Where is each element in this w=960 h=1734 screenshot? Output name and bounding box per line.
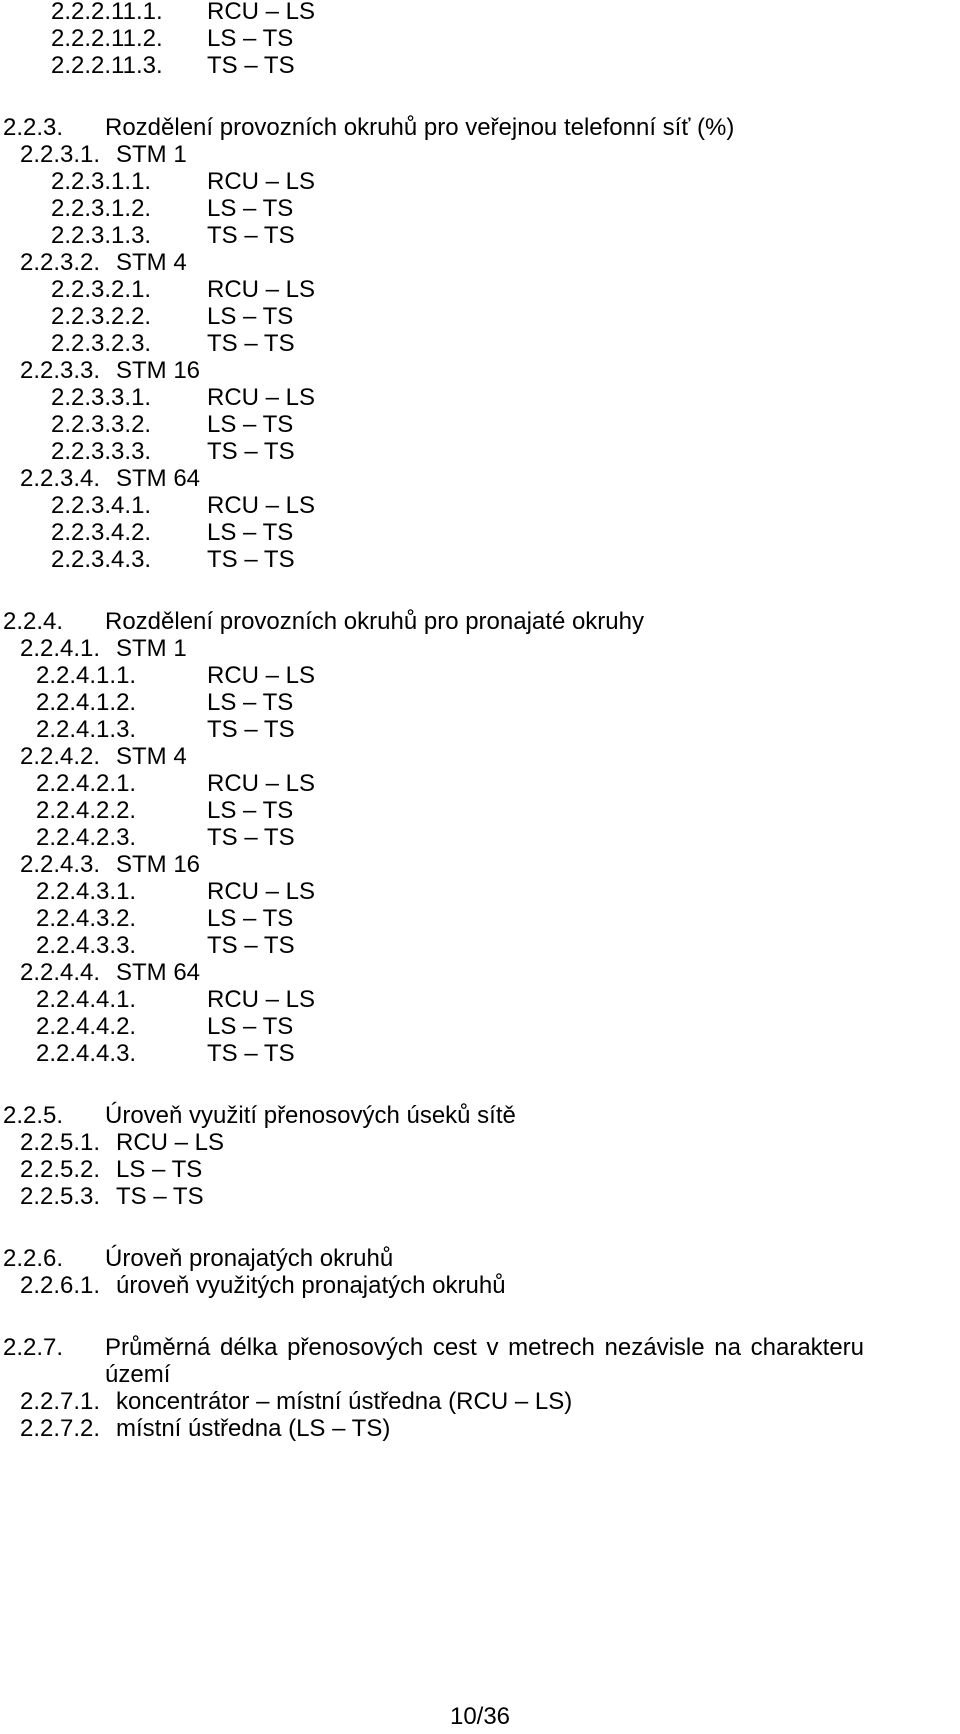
- outline-number: 2.2.3.3.3.: [51, 438, 152, 465]
- section-heading: [3, 1244, 960, 1274]
- outline-text: TS – TS: [207, 52, 295, 79]
- outline-number: 2.2.2.11.1.: [51, 0, 163, 25]
- outline-item: [36, 877, 960, 907]
- outline-text: RCU – LS: [207, 986, 316, 1013]
- outline-item: [36, 688, 960, 718]
- outline-item: [36, 1039, 960, 1069]
- outline-text: STM 16: [116, 357, 201, 384]
- outline-text: TS – TS: [207, 824, 295, 851]
- section-heading: [3, 1333, 960, 1363]
- outline-number: 2.2.4.1.: [20, 635, 101, 662]
- outline-number: 2.2.5.3.: [20, 1183, 101, 1210]
- outline-item: [20, 1155, 960, 1185]
- outline-text: TS – TS: [116, 1183, 204, 1210]
- outline-number: 2.2.7.2.: [20, 1415, 101, 1442]
- outline-number: 2.2.6.1.: [20, 1272, 101, 1299]
- outline-text: RCU – LS: [116, 1129, 225, 1156]
- outline-text: koncentrátor – místní ústředna (RCU – LS): [116, 1388, 573, 1415]
- outline-text: STM 64: [116, 959, 201, 986]
- outline-number: 2.2.3.4.2.: [51, 519, 152, 546]
- outline-number: 2.2.3.3.: [20, 357, 101, 384]
- outline-item: [36, 931, 960, 961]
- outline-item: [20, 634, 960, 664]
- outline-item: [51, 329, 960, 359]
- outline-item: [36, 985, 960, 1015]
- outline-item: [36, 769, 960, 799]
- outline-text: LS – TS: [207, 797, 294, 824]
- outline-text: RCU – LS: [207, 168, 316, 195]
- outline-number: 2.2.4.: [3, 608, 64, 635]
- outline-text: RCU – LS: [207, 662, 316, 689]
- outline-text: území: [105, 1361, 171, 1388]
- outline-number: 2.2.7.1.: [20, 1388, 101, 1415]
- outline-number: 2.2.3.1.3.: [51, 222, 152, 249]
- outline-item: [36, 823, 960, 853]
- outline-text: STM 4: [116, 743, 187, 770]
- outline-text: RCU – LS: [207, 0, 316, 25]
- outline-item: [51, 545, 960, 575]
- outline-text: RCU – LS: [207, 492, 316, 519]
- outline-item: [36, 1012, 960, 1042]
- outline-item: [51, 167, 960, 197]
- outline-text: TS – TS: [207, 1040, 295, 1067]
- outline-text: Rozdělení provozních okruhů pro veřejnou telefonní síť (%): [105, 114, 735, 141]
- outline-item: [20, 850, 960, 880]
- outline-number: 2.2.7.: [3, 1334, 64, 1361]
- outline-number: 2.2.4.1.3.: [36, 716, 137, 743]
- outline-item: [20, 1414, 960, 1444]
- outline-item: [20, 1128, 960, 1158]
- outline-number: 2.2.4.3.3.: [36, 932, 137, 959]
- outline-number: 2.2.2.11.2.: [51, 25, 163, 52]
- outline-number: 2.2.4.4.2.: [36, 1013, 137, 1040]
- outline-number: 2.2.6.: [3, 1245, 64, 1272]
- outline-number: 2.2.3.3.1.: [51, 384, 152, 411]
- outline-number: 2.2.3.1.2.: [51, 195, 152, 222]
- outline-text: Průměrná délka přenosových cest v metrech nezávisle na charakteru: [105, 1334, 865, 1361]
- outline-item: [36, 904, 960, 934]
- outline-item: [51, 383, 960, 413]
- outline-number: 2.2.4.1.2.: [36, 689, 137, 716]
- outline-text: TS – TS: [207, 222, 295, 249]
- outline-item: [51, 51, 960, 81]
- outline-number: 2.2.3.4.3.: [51, 546, 152, 573]
- outline-item: [20, 1182, 960, 1212]
- outline-item: [51, 221, 960, 251]
- outline-text: STM 4: [116, 249, 187, 276]
- outline-number: 2.2.3.: [3, 114, 64, 141]
- outline-item: [51, 302, 960, 332]
- section-heading: [3, 113, 960, 143]
- outline-number: 2.2.4.2.1.: [36, 770, 137, 797]
- outline-text: úroveň využitých pronajatých okruhů: [116, 1272, 506, 1299]
- outline-number: 2.2.5.2.: [20, 1156, 101, 1183]
- outline-item: [51, 491, 960, 521]
- outline-number: 2.2.4.2.2.: [36, 797, 137, 824]
- outline-text: LS – TS: [207, 411, 294, 438]
- outline-text: RCU – LS: [207, 878, 316, 905]
- outline-text: místní ústředna (LS – TS): [116, 1415, 391, 1442]
- outline-text: TS – TS: [207, 932, 295, 959]
- outline-item: [51, 518, 960, 548]
- outline-number: 2.2.3.2.: [20, 249, 101, 276]
- outline-text: TS – TS: [207, 546, 295, 573]
- outline-number: 2.2.3.1.: [20, 141, 101, 168]
- outline-number: 2.2.5.1.: [20, 1129, 101, 1156]
- outline-item: [20, 958, 960, 988]
- outline-item: [20, 1387, 960, 1417]
- outline-item: [20, 1271, 960, 1301]
- outline-text: LS – TS: [207, 905, 294, 932]
- outline-text: LS – TS: [207, 1013, 294, 1040]
- outline-item: [3, 1360, 960, 1390]
- outline-number: 2.2.4.4.: [20, 959, 101, 986]
- outline-item: [20, 140, 960, 170]
- outline-text: TS – TS: [207, 716, 295, 743]
- outline-number: 2.2.3.4.1.: [51, 492, 152, 519]
- outline-item: [36, 796, 960, 826]
- outline-number: 2.2.2.11.3.: [51, 52, 163, 79]
- outline-text: STM 64: [116, 465, 201, 492]
- page-number: 10/36: [449, 1703, 511, 1730]
- outline-text: Úroveň pronajatých okruhů: [105, 1245, 394, 1272]
- outline-number: 2.2.4.4.3.: [36, 1040, 137, 1067]
- outline-text: RCU – LS: [207, 770, 316, 797]
- outline-item: [51, 410, 960, 440]
- outline-item: [20, 742, 960, 772]
- outline-text: Úroveň využití přenosových úseků sítě: [105, 1102, 516, 1129]
- outline-text: STM 16: [116, 851, 201, 878]
- outline-text: RCU – LS: [207, 276, 316, 303]
- outline-text: LS – TS: [116, 1156, 203, 1183]
- outline-text: LS – TS: [207, 689, 294, 716]
- outline-text: STM 1: [116, 635, 187, 662]
- outline-number: 2.2.3.3.2.: [51, 411, 152, 438]
- outline-number: 2.2.5.: [3, 1102, 64, 1129]
- outline-item: [51, 275, 960, 305]
- outline-item: [51, 437, 960, 467]
- outline-item: [36, 715, 960, 745]
- outline-number: 2.2.3.2.2.: [51, 303, 152, 330]
- outline-text: Rozdělení provozních okruhů pro pronajaté okruhy: [105, 608, 644, 635]
- outline-text: LS – TS: [207, 519, 294, 546]
- outline-text: LS – TS: [207, 303, 294, 330]
- outline-item: [20, 464, 960, 494]
- outline-number: 2.2.4.4.1.: [36, 986, 137, 1013]
- outline-text: TS – TS: [207, 438, 295, 465]
- outline-text: LS – TS: [207, 25, 294, 52]
- outline-number: 2.2.4.3.2.: [36, 905, 137, 932]
- section-heading: [3, 1101, 960, 1131]
- outline-text: STM 1: [116, 141, 187, 168]
- outline-number: 2.2.3.1.1.: [51, 168, 152, 195]
- outline-number: 2.2.3.4.: [20, 465, 101, 492]
- outline-text: TS – TS: [207, 330, 295, 357]
- outline-number: 2.2.4.2.3.: [36, 824, 137, 851]
- outline-item: [51, 194, 960, 224]
- outline-item: [20, 248, 960, 278]
- outline-number: 2.2.3.2.1.: [51, 276, 152, 303]
- section-heading: [3, 607, 960, 637]
- outline-text: RCU – LS: [207, 384, 316, 411]
- outline-number: 2.2.4.1.1.: [36, 662, 137, 689]
- outline-number: 2.2.3.2.3.: [51, 330, 152, 357]
- outline-item: [20, 356, 960, 386]
- outline-item: [36, 661, 960, 691]
- outline-number: 2.2.4.3.: [20, 851, 101, 878]
- outline-number: 2.2.4.3.1.: [36, 878, 137, 905]
- outline-item: [51, 24, 960, 54]
- outline-text: LS – TS: [207, 195, 294, 222]
- outline-number: 2.2.4.2.: [20, 743, 101, 770]
- outline-item: [51, 0, 960, 27]
